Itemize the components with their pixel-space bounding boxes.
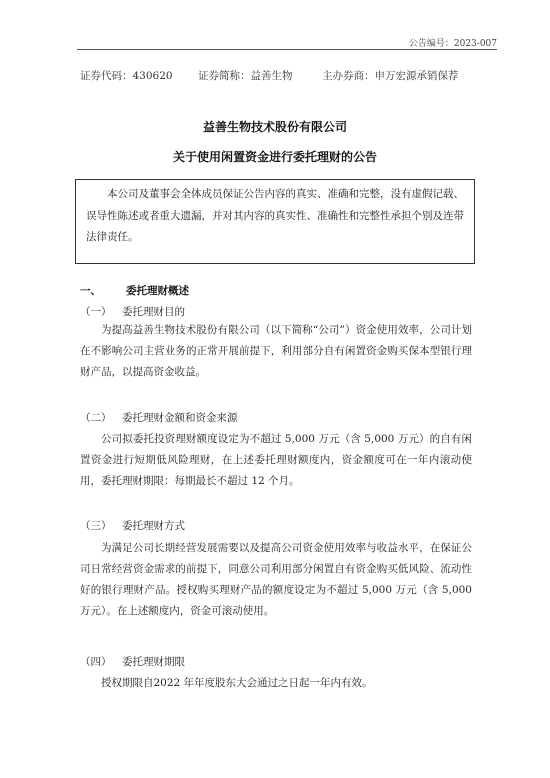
subsection-body: 为提高益善生物技术股份有限公司（以下简称“公司”）资金使用效率，公司计划在不影响公司主营业务的正常开展前提下，利用部分自有闲置资金购买保本型银行理财产品，以提高资金收益。 [80, 324, 472, 378]
header-divider [77, 49, 497, 50]
subsection-title: 委托理财目的 [122, 306, 185, 318]
subsection-title: 委托理财期限 [122, 656, 185, 668]
subsection-body: 为满足公司长期经营发展需要以及提高公司资金使用效率与收益水平，在保证公司日常经营资金需求的前提下，同意公司利用部分闲置自有资金购买低风险、流动性好的银行理财产品。授权购买理财产品的额度设定为不超过 5,000 万元（含 5,000 万元）。在上述额度内，资金可滚动使用。 [80, 542, 472, 617]
subsection-number: （四） [80, 656, 112, 668]
securities-short-name: 证券简称：益善生物 [198, 70, 293, 82]
subsection-title: 委托理财方式 [122, 520, 185, 532]
subsection-heading [80, 518, 185, 533]
subsection-number: （三） [80, 520, 112, 532]
subsection-heading [80, 654, 185, 669]
section-number: 一、 [80, 285, 101, 297]
sponsor-broker: 主办券商：申万宏源承销保荐 [322, 70, 459, 82]
announcement-number: 公告编号：2023-007 [408, 39, 497, 49]
announcement-title: 关于使用闲置资金进行委托理财的公告 [172, 150, 377, 164]
securities-code: 证券代码：430620 [80, 70, 173, 82]
subsection-body: 授权期限自2022 年年度股东大会通过之日起一年内有效。 [101, 677, 373, 689]
board-guarantee-notice: 本公司及董事会全体成员保证公告内容的真实、准确和完整，没有虚假记载、误导性陈述或者重大遗漏，并对其内容的真实性、准确性和完整性承担个别及连带法律责任。 [75, 179, 475, 264]
subsection-title: 委托理财金额和资金来源 [122, 412, 238, 424]
company-title: 益善生物技术股份有限公司 [202, 120, 347, 134]
subsection-number: （一） [80, 306, 112, 318]
subsection-heading [80, 304, 185, 319]
subsection-number: （二） [80, 412, 112, 424]
section-heading [80, 283, 189, 298]
subsection-body: 公司拟委托投资理财额度设定为不超过 5,000 万元（含 5,000 万元）的自有闲置资金进行短期低风险理财，在上述委托理财额度内，资金额度可在一年内滚动使用，委托理财期限：每期最长不超过 12 个月。 [80, 433, 472, 487]
subsection-heading [80, 410, 238, 425]
section-title: 委托理财概述 [126, 285, 189, 297]
